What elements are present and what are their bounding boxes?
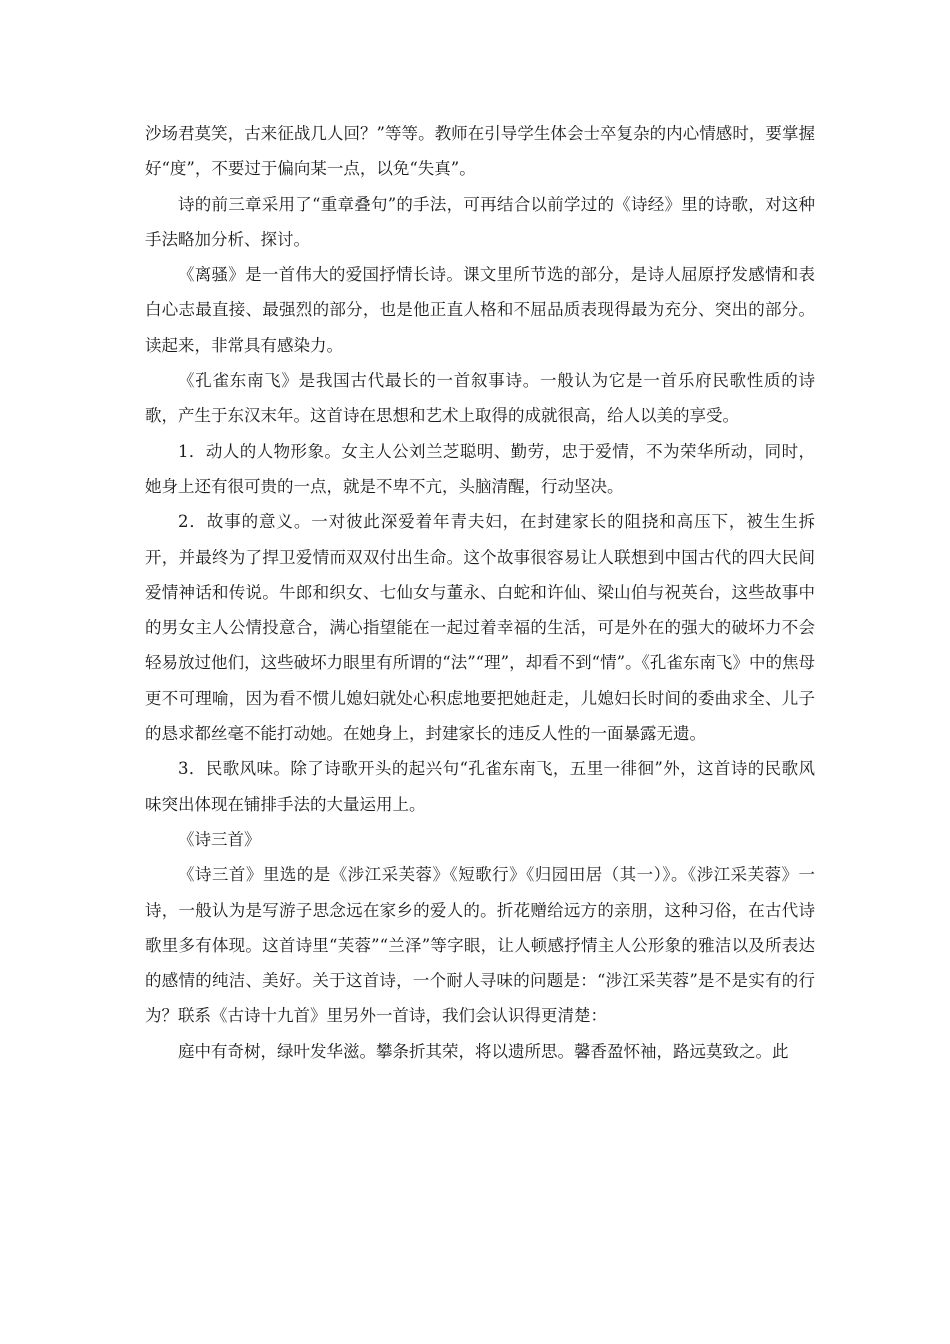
paragraph-repetition-technique: 诗的前三章采用了“重章叠句”的手法，可再结合以前学过的《诗经》里的诗歌，对这种手法略加分析、探讨。 [145, 194, 815, 249]
paragraph-point-3: 3．民歌风味。除了诗歌开头的起兴句“孔雀东南飞，五里一徘徊”外，这首诗的民歌风味突出体现在铺排手法的大量运用上。 [145, 759, 815, 814]
paragraph-point-1: 1．动人的人物形象。女主人公刘兰芝聪明、勤劳，忠于爱情，不为荣华所动，同时，她身上还有很可贵的一点，就是不卑不亢，头脑清醒，行动坚决。 [145, 441, 815, 496]
paragraph-lisao: 《离骚》是一首伟大的爱国抒情长诗。课文里所节选的部分，是诗人屈原抒发感情和表白心志最直接、最强烈的部分，也是他正直人格和不屈品质表现得最为充分、突出的部分。读起来，非常具有感染力。 [145, 265, 815, 355]
document-body [145, 116, 815, 1069]
paragraph-continued: 沙场君莫笑，古来征战几人回？”等等。教师在引导学生体会士卒复杂的内心情感时，要掌握好“度”，不要过于偏向某一点，以免“失真”。 [145, 124, 815, 179]
paragraph-poem-quote: 庭中有奇树，绿叶发华滋。攀条折其荣，将以遗所思。馨香盈怀袖，路远莫致之。此 [178, 1041, 789, 1061]
paragraph-three-poems: 《诗三首》里选的是《涉江采芙蓉》《短歌行》《归园田居（其一）》。《涉江采芙蓉》一诗，一般认为是写游子思念远在家乡的爱人的。折花赠给远方的亲朋，这种习俗，在古代诗歌里多有体现。这首诗里“芙蓉”“兰泽”等字眼，让人顿感抒情主人公形象的雅洁以及所表达的感情的纯洁、美好。关于这首诗，一个耐人寻味的问题是：“涉江采芙蓉”是不是实有的行为？联系《古诗十九首》里另外一首诗，我们会认识得更清楚： [145, 865, 815, 1026]
section-heading-three-poems: 《诗三首》 [178, 829, 261, 849]
paragraph-point-2: 2．故事的意义。一对彼此深爱着年青夫妇，在封建家长的阻挠和高压下，被生生拆开，并最终为了捍卫爱情而双双付出生命。这个故事很容易让人联想到中国古代的四大民间爱情神话和传说。牛郎和织女、七仙女与董永、白蛇和许仙、梁山伯与祝英台，这些故事中的男女主人公情投意合，满心指望能在一起过着幸福的生活，可是外在的强大的破坏力不会轻易放过他们，这些破坏力眼里有所谓的“法”“理”，却看不到“情”。《孔雀东南飞》中的焦母更不可理喻，因为看不惯儿媳妇就处心积虑地要把她赶走，儿媳妇长时间的委曲求全、儿子的恳求都丝毫不能打动她。在她身上，封建家长的违反人性的一面暴露无遗。 [145, 512, 815, 744]
paragraph-peacock-intro: 《孔雀东南飞》是我国古代最长的一首叙事诗。一般认为它是一首乐府民歌性质的诗歌，产生于东汉末年。这首诗在思想和艺术上取得的成就很高，给人以美的享受。 [145, 371, 815, 426]
